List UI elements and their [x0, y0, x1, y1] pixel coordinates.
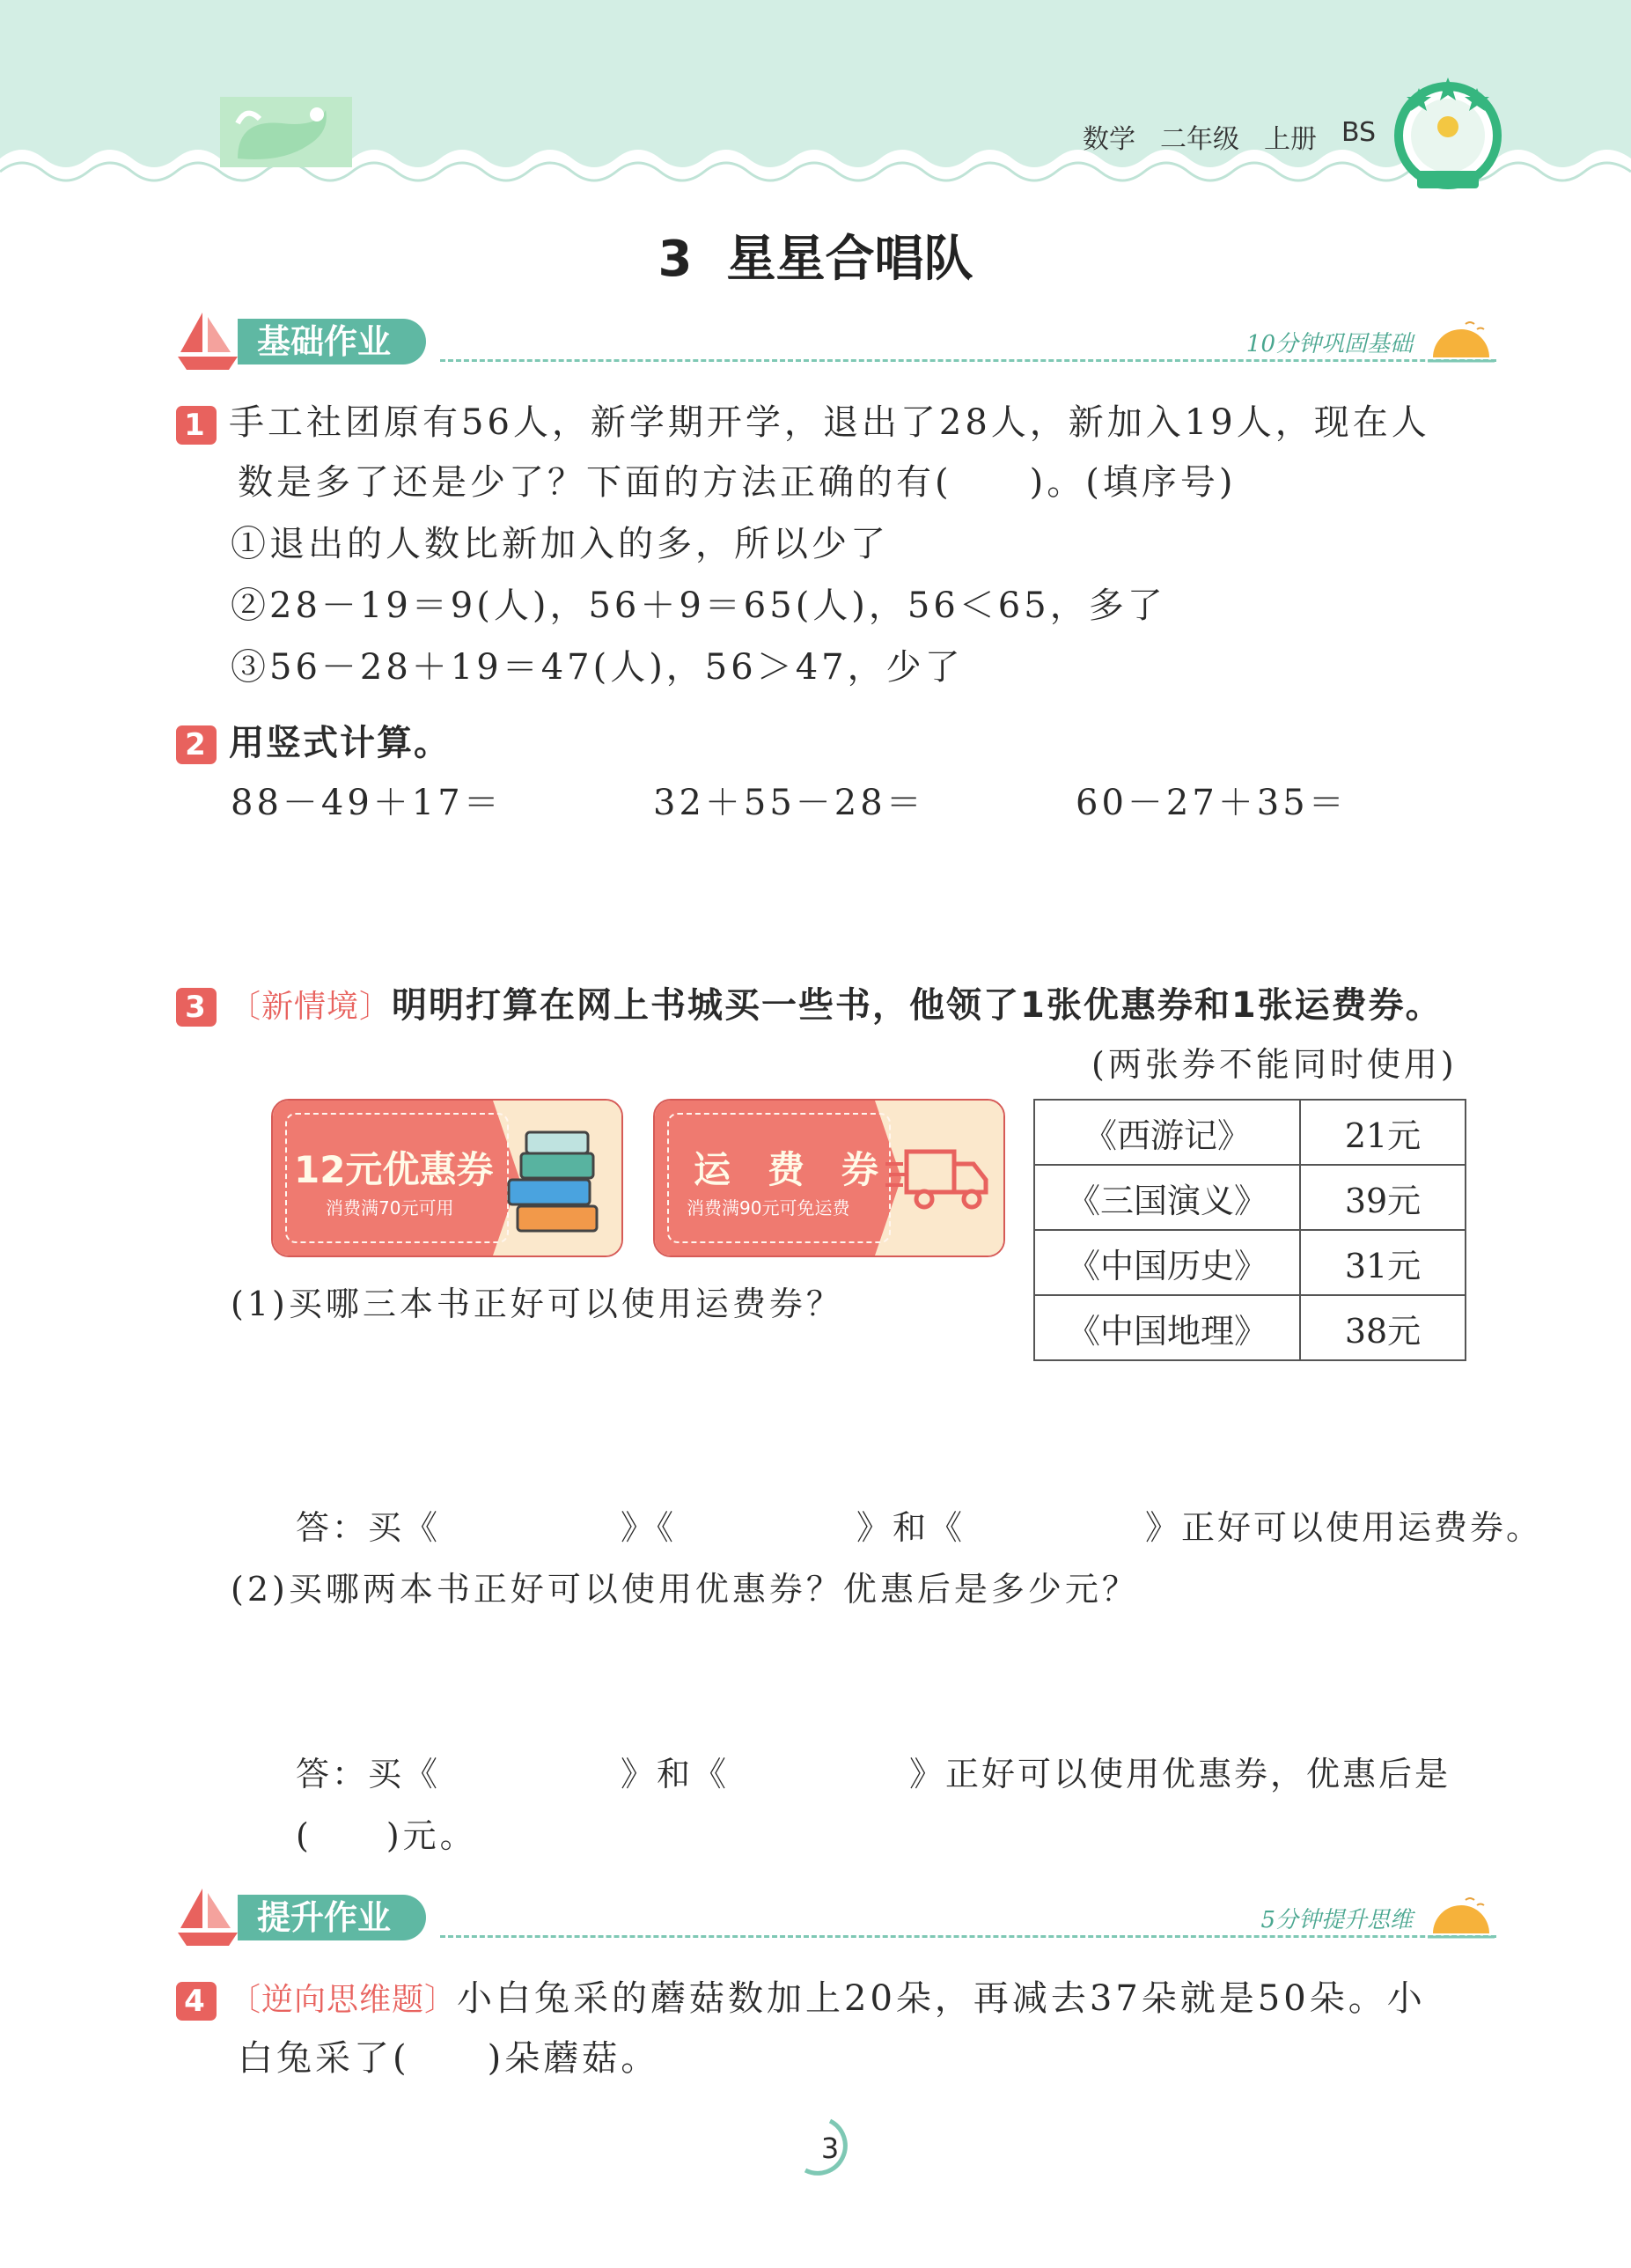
sailboat-icon [176, 1884, 242, 1950]
table-row [1034, 1165, 1466, 1230]
q4-tag: 〔逆向思维题〕 [229, 1982, 458, 2018]
book-price: 31元 [1300, 1230, 1466, 1295]
q1-number: 1 [176, 406, 217, 445]
coupon-discount-title: 12元优惠券 [294, 1148, 494, 1191]
header-info [1083, 117, 1376, 156]
section-basic-note: 10分钟巩固基础 [1245, 331, 1413, 357]
q4-line1 [176, 1970, 1426, 2021]
book-price: 39元 [1300, 1165, 1466, 1230]
coupon-shipping [653, 1099, 1005, 1257]
q2-expr-1: 88－49＋17＝ [231, 783, 503, 823]
q4-number: 4 [176, 1982, 217, 2021]
section-basic [176, 308, 1496, 379]
q2-number: 2 [176, 725, 217, 764]
section-divider [440, 359, 1496, 362]
q3-answer-2b: ( )元。 [296, 1816, 477, 1855]
q3-sub-question-2: (2)买哪两本书正好可以使用优惠券？优惠后是多少元？ [231, 1570, 1139, 1609]
section-advanced-note: 5分钟提升思维 [1260, 1907, 1413, 1933]
coupon-shipping-title: 运 费 券 [694, 1148, 879, 1191]
q3-line [176, 977, 1443, 1027]
truck-icon [885, 1145, 991, 1215]
q3-sub-question-1: (1)买哪三本书正好可以使用运费券？ [231, 1285, 843, 1323]
coupon-shipping-desc: 消费满90元可免运费 [687, 1197, 850, 1219]
book-name: 《中国历史》 [1034, 1230, 1300, 1295]
q3-answer-2a: 答：买《 》和《 》正好可以使用优惠券，优惠后是 [296, 1755, 1451, 1793]
q3-tag: 〔新情境〕 [229, 989, 393, 1025]
section-advanced [176, 1884, 1496, 1955]
coupon-discount-desc: 消费满70元可用 [326, 1197, 454, 1219]
sun-icon [1426, 1893, 1496, 1946]
book-name: 《中国地理》 [1034, 1295, 1300, 1360]
q1-text-2: 数是多了还是少了？下面的方法正确的有( )。(填序号) [238, 462, 1237, 503]
book-name: 《三国演义》 [1034, 1165, 1300, 1230]
q1-option-2: ②28－19＝9(人)，56＋9＝65(人)，56＜65，多了 [231, 585, 1166, 626]
q1-text-1: 手工社团原有56人，新学期开学，退出了28人，新加入19人，现在人 [229, 402, 1430, 443]
whale-icon [220, 97, 352, 167]
sailboat-icon [176, 308, 242, 374]
table-row [1034, 1100, 1466, 1165]
book-price: 21元 [1300, 1100, 1466, 1165]
book-price: 38元 [1300, 1295, 1466, 1360]
book-name: 《西游记》 [1034, 1100, 1300, 1165]
header-subject: 数学 [1083, 124, 1135, 155]
section-advanced-label: 提升作业 [238, 1895, 426, 1940]
sun-icon [1426, 317, 1496, 370]
q4-text-1: 小白兔采的蘑菇数加上20朵，再减去37朵就是50朵。小 [457, 1978, 1426, 2019]
q2-prompt: 用竖式计算。 [229, 723, 451, 763]
q3-number: 3 [176, 988, 217, 1027]
q2-expr-2: 32＋55－28＝ [653, 783, 925, 823]
q3-answer-1: 答：买《 》《 》和《 》正好可以使用运费券。 [296, 1508, 1543, 1547]
badge-logo [1392, 72, 1503, 195]
q3-note: (两张券不能同时使用) [1091, 1045, 1458, 1084]
coupon-discount [271, 1099, 623, 1257]
q2-prompt-line [176, 715, 451, 765]
q1-option-3: ③56－28＋19＝47(人)，56＞47，少了 [231, 647, 964, 688]
q1-option-1: ①退出的人数比新加入的多，所以少了 [231, 524, 889, 564]
table-row [1034, 1295, 1466, 1360]
header-edition: BS [1341, 117, 1377, 148]
page-title: 3 星星合唱队 [658, 231, 973, 288]
table-row [1034, 1230, 1466, 1295]
books-icon [500, 1127, 606, 1241]
q3-text: 明明打算在网上书城买一些书，他领了1张优惠券和1张运费券。 [392, 985, 1443, 1026]
section-basic-label: 基础作业 [238, 319, 426, 364]
page-number: 3 [820, 2132, 840, 2165]
section-divider [440, 1935, 1496, 1938]
q4-text-2: 白兔采了( )朵蘑菇。 [238, 2038, 660, 2079]
q1-line1 [176, 394, 1430, 445]
q2-expr-3: 60－27＋35＝ [1076, 783, 1348, 823]
book-price-table [1033, 1099, 1466, 1361]
header-grade: 二年级 [1160, 124, 1239, 155]
header-volume: 上册 [1264, 124, 1317, 155]
